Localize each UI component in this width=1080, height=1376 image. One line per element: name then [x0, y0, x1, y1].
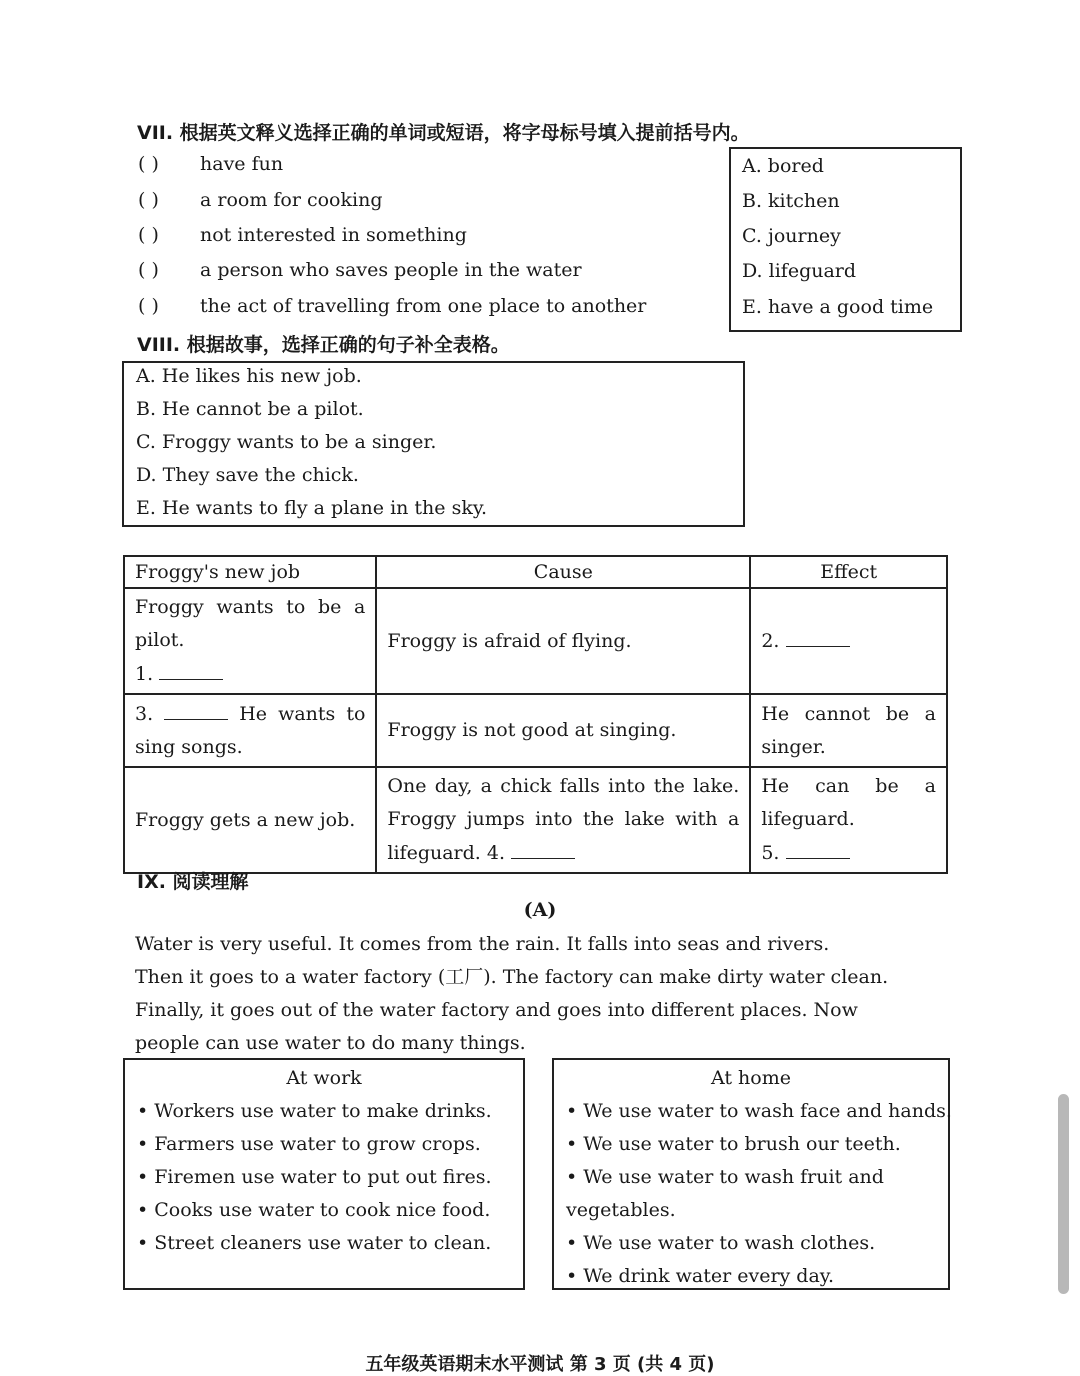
- sentence-a: A. He likes his new job.: [136, 365, 362, 387]
- blank-4[interactable]: [511, 836, 575, 859]
- answer-blank[interactable]: ( ): [138, 189, 159, 211]
- list-item: • Workers use water to make drinks.: [125, 1095, 523, 1128]
- blank-5[interactable]: [786, 836, 850, 859]
- question-5: ( ) the act of travelling from one place to another: [138, 295, 647, 317]
- answer-blank[interactable]: ( ): [138, 259, 159, 281]
- box-title: At work: [286, 1067, 362, 1089]
- section-8-heading: VIII. 根据故事，选择正确的句子补全表格。: [137, 334, 510, 356]
- list-item: • Farmers use water to grow crops.: [125, 1128, 523, 1161]
- blank-1[interactable]: [159, 657, 223, 680]
- table-row: [124, 767, 947, 873]
- answer-blank[interactable]: ( ): [138, 224, 159, 246]
- row2-job: 3. He wants to sing songs.: [124, 694, 376, 767]
- row3-job: Froggy gets a new job.: [124, 767, 376, 873]
- option-e: E. have a good time: [742, 296, 934, 318]
- options-box: [729, 147, 962, 332]
- sentence-c: C. Froggy wants to be a singer.: [136, 431, 437, 453]
- list-item: • Firemen use water to put out fires.: [125, 1161, 523, 1194]
- blank-2[interactable]: [786, 624, 850, 647]
- blank-3[interactable]: [164, 697, 228, 720]
- list-item: • We use water to wash clothes.: [554, 1227, 948, 1260]
- part-label: (A): [523, 899, 557, 921]
- table-row: [124, 694, 947, 767]
- option-b: B. kitchen: [742, 190, 840, 212]
- row2-effect: He cannot be a singer.: [750, 694, 947, 767]
- header-job: Froggy's new job: [124, 556, 376, 588]
- list-item: • We use water to wash face and hands.: [554, 1095, 948, 1128]
- table-row: [124, 588, 947, 694]
- answer-blank[interactable]: ( ): [138, 295, 159, 317]
- option-c: C. journey: [742, 225, 841, 247]
- question-2: ( ) a room for cooking: [138, 189, 383, 211]
- section-9-heading: IX. 阅读理解: [137, 871, 249, 893]
- row3-cause: One day, a chick falls into the lake. Froggy jumps into the lake with a lifeguard. 4.: [376, 767, 750, 873]
- list-item: • We use water to wash fruit and vegetables.: [554, 1161, 948, 1227]
- row1-cause: Froggy is afraid of flying.: [376, 588, 750, 694]
- row2-cause: Froggy is not good at singing.: [376, 694, 750, 767]
- page-footer: 五年级英语期末水平测试 第 3 页 (共 4 页): [365, 1354, 715, 1375]
- sentences-box: [122, 361, 745, 527]
- reading-paragraph: Water is very useful. It comes from the rain. It falls into seas and rivers. Then it goes to a water factory (工厂). The factory can make dirty water clean. Finally, it goes out of the water factory and goes into different places. Now people can use water to do many things.: [135, 933, 889, 1054]
- story-table: [123, 555, 948, 874]
- at-home-box: [552, 1058, 950, 1290]
- row1-effect: 2.: [750, 588, 947, 694]
- list-item: • We use water to brush our teeth.: [554, 1128, 948, 1161]
- list-item: • Street cleaners use water to clean.: [125, 1227, 523, 1260]
- option-a: A. bored: [742, 155, 824, 177]
- sentence-b: B. He cannot be a pilot.: [136, 398, 364, 420]
- question-4: ( ) a person who saves people in the water: [138, 259, 582, 281]
- section-7-heading: VII. 根据英文释义选择正确的单词或短语，将字母标号填入提前括号内。: [137, 122, 750, 144]
- row1-job: Froggy wants to be a pilot. 1.: [124, 588, 376, 694]
- sentence-d: D. They save the chick.: [136, 464, 359, 486]
- box-title: At home: [711, 1067, 791, 1089]
- answer-blank[interactable]: ( ): [138, 153, 159, 175]
- sentence-e: E. He wants to fly a plane in the sky.: [136, 497, 488, 519]
- list-item: • We drink water every day.: [554, 1260, 948, 1293]
- question-1: ( ) have fun: [138, 153, 284, 175]
- list-item: • Cooks use water to cook nice food.: [125, 1194, 523, 1227]
- question-3: ( ) not interested in something: [138, 224, 467, 246]
- scrollbar[interactable]: [1058, 1094, 1069, 1294]
- at-work-box: [123, 1058, 525, 1290]
- row3-effect: He can be a lifeguard. 5.: [750, 767, 947, 873]
- header-cause: Cause: [376, 556, 750, 588]
- header-effect: Effect: [750, 556, 947, 588]
- table-header-row: [124, 556, 947, 588]
- option-d: D. lifeguard: [742, 260, 857, 282]
